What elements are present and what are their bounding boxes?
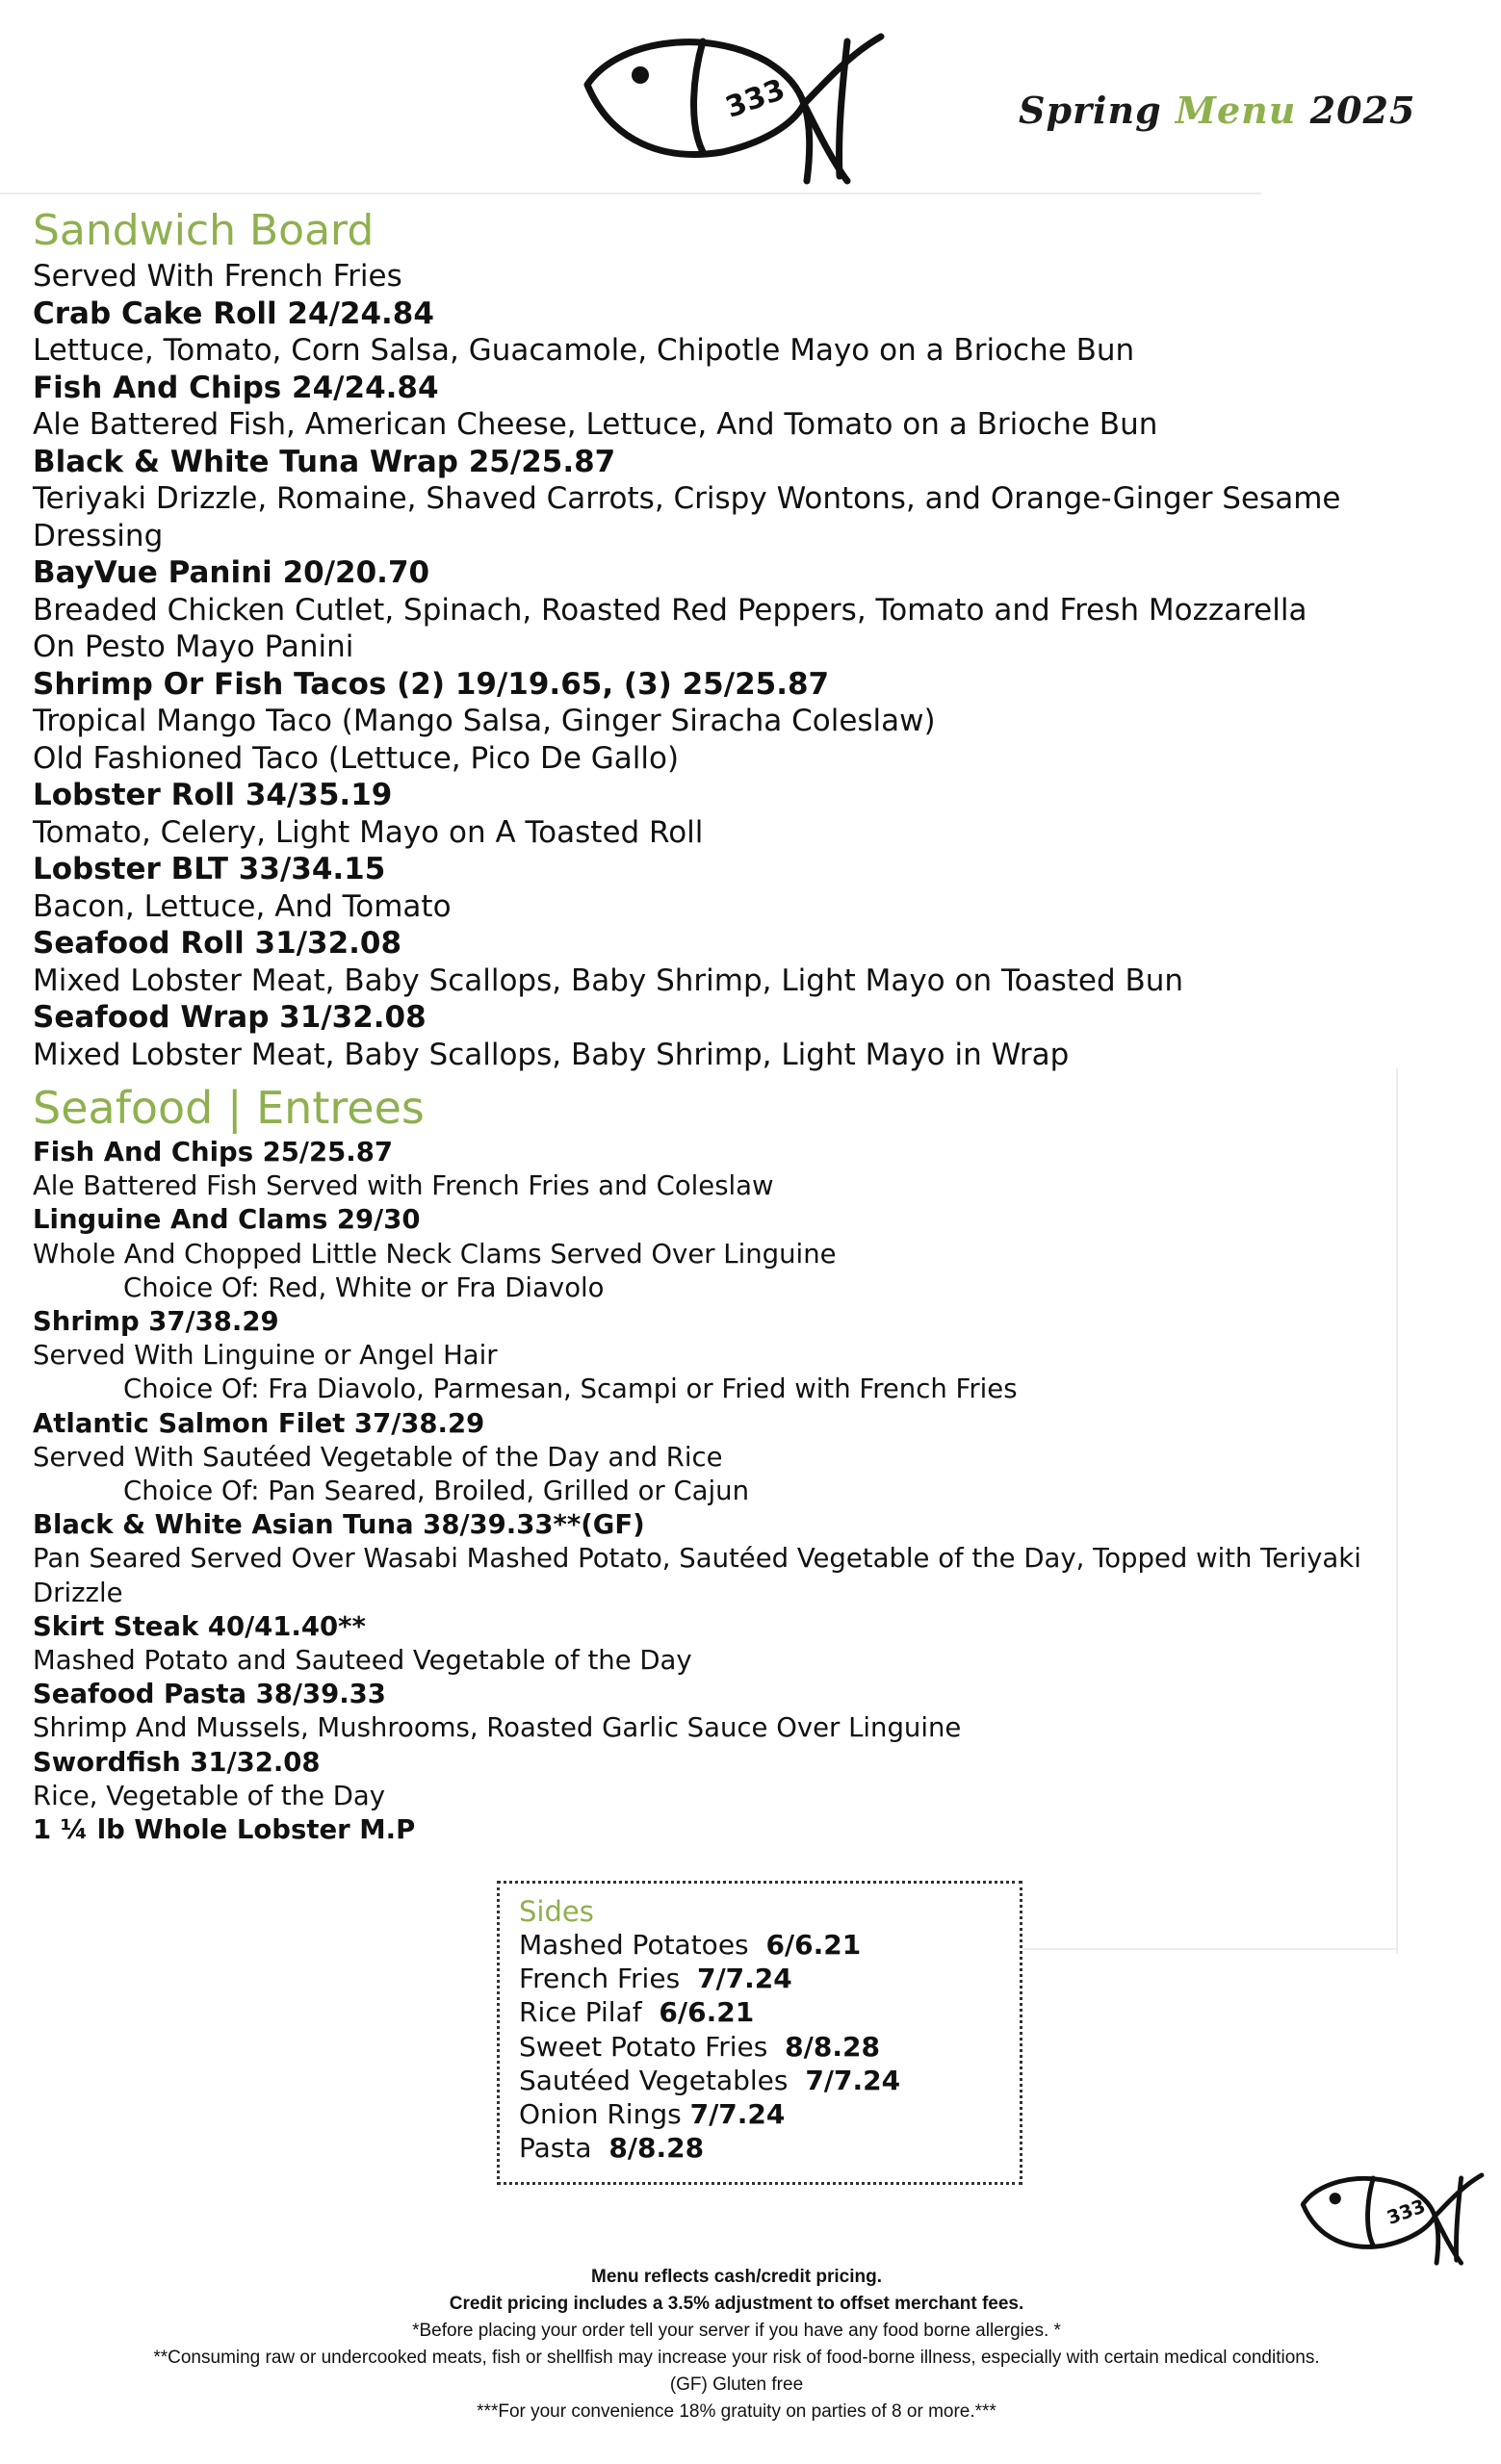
menu-item-choice: Choice Of: Pan Seared, Broiled, Grilled or Cajun (123, 1476, 749, 1507)
side-item-label: Rice Pilaf (519, 1996, 642, 2029)
menu-item-desc: Served With Sautéed Vegetable of the Day and Rice (33, 1441, 723, 1473)
menu-item-name: 1 ¼ lb Whole Lobster M.P (33, 1814, 416, 1846)
footer-notes (0, 2264, 1473, 2426)
menu-item-desc: Tomato, Celery, Light Mayo on A Toasted Roll (33, 814, 704, 850)
menu-item-name: Shrimp 37/38.29 (33, 1306, 279, 1338)
section-subtitle: Served With French Fries (33, 259, 402, 294)
side-item-label: Pasta (519, 2132, 592, 2165)
footer-line: Menu reflects cash/credit pricing. (591, 2267, 882, 2287)
menu-item-desc: Mashed Potato and Sauteed Vegetable of the Day (33, 1645, 692, 1677)
menu-item-desc: Shrimp And Mussels, Mushrooms, Roasted Garlic Sauce Over Linguine (33, 1712, 962, 1744)
footer-line: *Before placing your order tell your server if you have any food borne allergies. * (412, 2321, 1061, 2341)
svg-text:333: 333 (1384, 2194, 1429, 2229)
menu-title: Spring Menu 2025 (1019, 89, 1416, 132)
menu-item-desc: Tropical Mango Taco (Mango Salsa, Ginger Siracha Coleslaw) (33, 704, 936, 738)
side-item (519, 1995, 1020, 2029)
menu-item-name: Seafood Roll 31/32.08 (33, 926, 402, 961)
sides-title: Sides (519, 1895, 594, 1928)
menu-item-name: Seafood Wrap 31/32.08 (33, 1000, 427, 1035)
menu-item-name: Linguine And Clams 29/30 (33, 1204, 421, 1236)
side-item-price: 7/7.24 (689, 2098, 786, 2131)
fish-logo-icon (558, 17, 891, 191)
side-item-label: Onion Rings (519, 2098, 682, 2131)
menu-item-name: Lobster Roll 34/35.19 (33, 778, 393, 812)
menu-item-name: Fish And Chips 25/25.87 (33, 1137, 393, 1168)
menu-item-desc: Whole And Chopped Little Neck Clams Served Over Linguine (33, 1238, 837, 1270)
section-title: Seafood | Entrees (33, 1082, 425, 1134)
menu-item-name: Seafood Pasta 38/39.33 (33, 1679, 386, 1710)
side-item-label: French Fries (519, 1963, 681, 1995)
menu-item-desc: Rice, Vegetable of the Day (33, 1780, 386, 1811)
side-item-price: 7/7.24 (805, 2064, 901, 2096)
menu-item-desc: Ale Battered Fish Served with French Fries and Coleslaw (33, 1170, 774, 1202)
side-item (519, 1962, 1020, 1995)
seafood-entrees-section (33, 1080, 1419, 1847)
menu-item-desc: Mixed Lobster Meat, Baby Scallops, Baby Shrimp, Light Mayo in Wrap (33, 1037, 1070, 1072)
footer-line: ***For your convenience 18% gratuity on parties of 8 or more.*** (477, 2401, 996, 2422)
menu-item-name: Black & White Asian Tuna 38/39.33**(GF) (33, 1509, 645, 1541)
side-item-price: 8/8.28 (608, 2132, 705, 2165)
fish-logo-icon (1285, 2151, 1488, 2281)
footer-line: Credit pricing includes a 3.5% adjustment to offset merchant fees. (449, 2294, 1024, 2314)
side-item-price: 6/6.21 (765, 1929, 862, 1961)
menu-item-name: Atlantic Salmon Filet 37/38.29 (33, 1407, 485, 1439)
menu-item-desc: Lettuce, Tomato, Corn Salsa, Guacamole, Chipotle Mayo on a Brioche Bun (33, 333, 1135, 368)
menu-item-name: Crab Cake Roll 24/24.84 (33, 295, 434, 331)
menu-item-desc: Mixed Lobster Meat, Baby Scallops, Baby Shrimp, Light Mayo on Toasted Bun (33, 962, 1184, 998)
side-item-price: 8/8.28 (785, 2030, 880, 2063)
side-item (519, 2064, 1020, 2097)
menu-item-desc: Teriyaki Drizzle, Romaine, Shaved Carrots, Crispy Wontons, and Orange-Ginger Sesame Dressing (33, 481, 1341, 553)
menu-item-name: Shrimp Or Fish Tacos (2) 19/19.65, (3) 25/25.87 (33, 666, 830, 702)
section-title: Sandwich Board (33, 206, 375, 255)
svg-text:333: 333 (721, 72, 790, 125)
side-item-price: 6/6.21 (659, 1996, 755, 2029)
menu-item-name: BayVue Panini 20/20.70 (33, 555, 430, 590)
divider (1022, 1948, 1398, 1950)
menu-item-desc: Bacon, Lettuce, And Tomato (33, 888, 452, 924)
menu-item-desc: Served With Linguine or Angel Hair (33, 1340, 498, 1372)
side-item-label: Mashed Potatoes (519, 1929, 749, 1961)
menu-item-desc: Breaded Chicken Cutlet, Spinach, Roasted Red Peppers, Tomato and Fresh Mozzarella (33, 592, 1307, 628)
sandwich-board-section (33, 204, 1361, 1073)
side-item-label: Sautéed Vegetables (519, 2064, 789, 2096)
menu-item-desc: Pan Seared Served Over Wasabi Mashed Potato, Sautéed Vegetable of the Day, Topped with Teriyaki Drizzle (33, 1543, 1361, 1608)
menu-item-name: Swordfish 31/32.08 (33, 1746, 321, 1778)
menu-item-name: Black & White Tuna Wrap 25/25.87 (33, 444, 616, 479)
sides-box (497, 1881, 1022, 2185)
divider (0, 192, 1261, 194)
menu-item-desc: Ale Battered Fish, American Cheese, Lettuce, And Tomato on a Brioche Bun (33, 407, 1158, 442)
menu-item-name: Skirt Steak 40/41.40** (33, 1610, 366, 1642)
menu-item-choice: Choice Of: Red, White or Fra Diavolo (123, 1271, 605, 1303)
menu-item-desc: On Pesto Mayo Panini (33, 629, 354, 664)
footer-line: (GF) Gluten free (669, 2374, 804, 2395)
side-item (519, 2030, 1020, 2064)
menu-item-name: Lobster BLT 33/34.15 (33, 852, 386, 886)
menu-item-desc: Old Fashioned Taco (Lettuce, Pico De Gallo) (33, 740, 680, 776)
side-item (519, 1928, 1020, 1962)
side-item (519, 2097, 1020, 2131)
side-item (519, 2131, 1020, 2165)
footer-line: **Consuming raw or undercooked meats, fish or shellfish may increase your risk of food-borne illness, especially with certain medical conditions. (153, 2348, 1320, 2368)
side-item-label: Sweet Potato Fries (519, 2030, 768, 2063)
side-item-price: 7/7.24 (696, 1963, 792, 1995)
menu-item-choice: Choice Of: Fra Diavolo, Parmesan, Scampi or Fried with French Fries (123, 1373, 1018, 1405)
menu-item-name: Fish And Chips 24/24.84 (33, 370, 439, 405)
